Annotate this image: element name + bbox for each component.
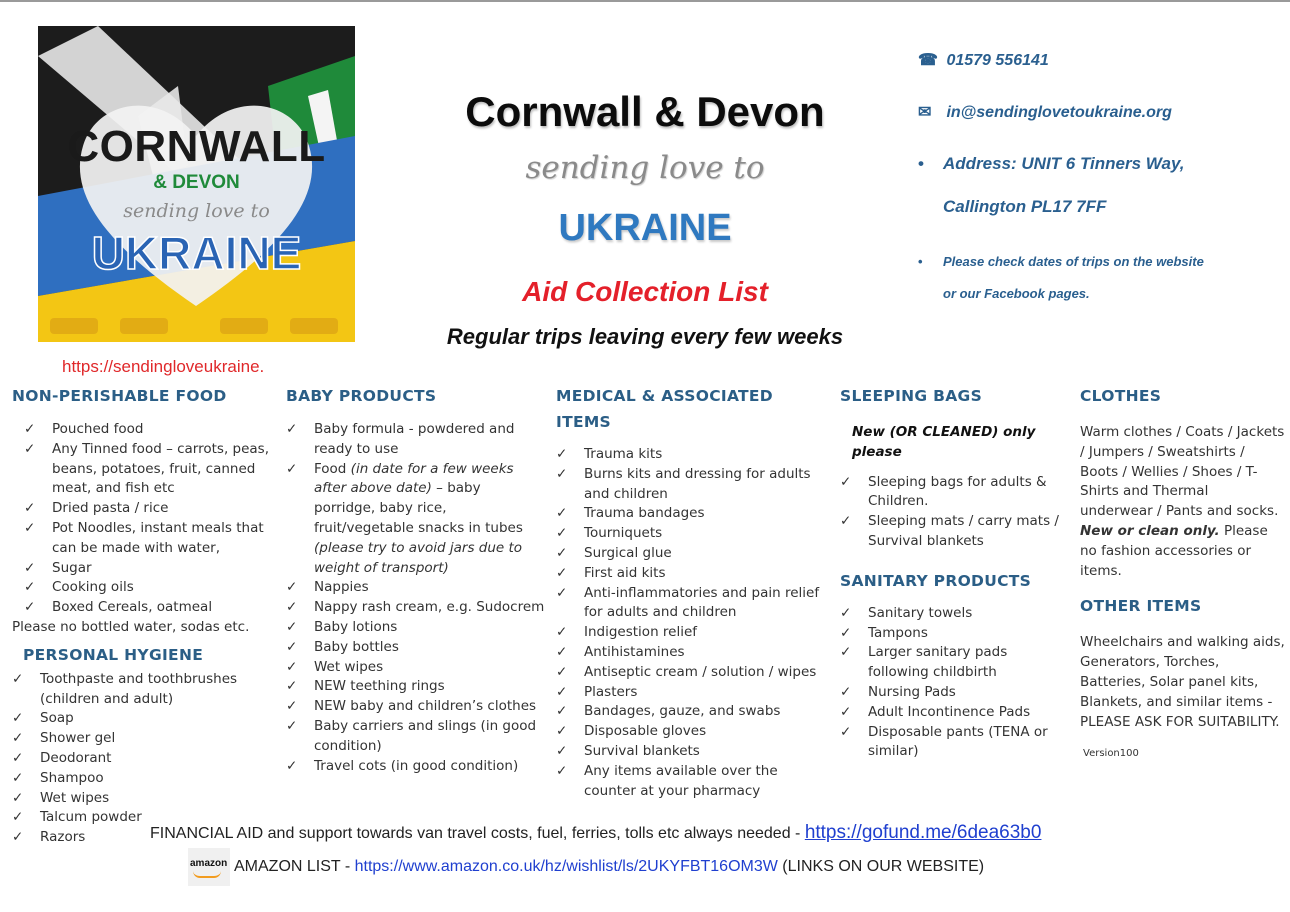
- list-item: ✓ Tourniquets: [556, 524, 828, 544]
- section-title-sanitary: SANITARY PRODUCTS: [840, 571, 1032, 590]
- website-url[interactable]: https://sendingloveukraine.: [62, 357, 265, 376]
- list-item: ✓ Tampons: [840, 624, 1070, 644]
- sanitary-list: [840, 604, 1070, 762]
- aid-collection-heading: Aid Collection List: [522, 276, 768, 307]
- amazon-label: AMAZON LIST -: [234, 858, 355, 876]
- list-item: ✓ Razors: [12, 828, 270, 848]
- clothes-note: Please no fashion accessories or items.: [1080, 522, 1268, 579]
- logo: [38, 26, 355, 342]
- address-line-1-text: Address: UNIT 6 Tinners Way,: [943, 154, 1185, 173]
- bullet-icon: •: [918, 154, 924, 173]
- list-item: ✓ NEW teething rings: [286, 677, 546, 697]
- ukraine-heading: UKRAINE: [558, 207, 732, 249]
- logo-text-ukraine: UKRAINE: [91, 227, 302, 279]
- list-item: ✓ First aid kits: [556, 564, 828, 584]
- list-item: ✓ Nursing Pads: [840, 683, 1070, 703]
- bullet-icon: •: [918, 254, 923, 269]
- section-title-non-perishable: NON-PERISHABLE FOOD: [12, 387, 227, 405]
- list-item: ✓ Larger sanitary pads following childbirth: [840, 643, 1070, 683]
- top-border: [0, 0, 1290, 2]
- list-item: ✓ Shampoo: [12, 769, 270, 789]
- list-item: ✓ Deodorant: [12, 749, 270, 769]
- list-item: ✓ Soap: [12, 709, 270, 729]
- list-item: ✓ Baby bottles: [286, 638, 546, 658]
- trip-dates-note-1-text: Please check dates of trips on the website: [943, 254, 1204, 269]
- hygiene-section: [12, 642, 270, 848]
- list-item: ✓ Survival blankets: [556, 742, 828, 762]
- list-item: ✓ Dried pasta / rice: [24, 499, 270, 519]
- page-title: Cornwall & Devon: [465, 88, 825, 135]
- list-item: ✓ Pouched food: [24, 420, 270, 440]
- sleeping-list: [840, 473, 1070, 552]
- list-item: ✓ Pot Noodles, instant meals that can be made with water,: [24, 519, 270, 559]
- clothes-text: [1080, 423, 1285, 581]
- trips-tagline: Regular trips leaving every few weeks: [446, 324, 844, 349]
- list-item: ✓ Baby formula - powdered and ready to use: [286, 420, 546, 460]
- section-title-clothes: CLOTHES: [1080, 387, 1162, 405]
- food-jar-note: (please try to avoid jars due to weight of transport): [314, 539, 523, 576]
- list-item: ✓ Trauma kits: [556, 445, 828, 465]
- gofund-link[interactable]: https://gofund.me/6dea63b0: [804, 822, 1042, 843]
- amazon-logo-icon: [188, 848, 230, 886]
- amazon-suffix: (LINKS ON OUR WEBSITE): [777, 858, 985, 876]
- list-item: ✓ Wet wipes: [286, 658, 546, 678]
- column-clothes-other: [1080, 383, 1285, 764]
- address-line-1: [918, 154, 1185, 174]
- list-item: ✓ Sleeping mats / carry mats / Survival blankets: [840, 512, 1070, 552]
- list-item: ✓ Sugar: [24, 559, 270, 579]
- phone-number: 01579 556141: [946, 52, 1049, 69]
- list-item: ✓ Sanitary towels: [840, 604, 1070, 624]
- list-item: ✓ Disposable gloves: [556, 722, 828, 742]
- list-item: ✓ Sleeping bags for adults & Children.: [840, 473, 1070, 513]
- list-item: ✓ Burns kits and dressing for adults and children: [556, 465, 828, 505]
- page-subtitle: sending love to: [525, 150, 765, 186]
- financial-aid-line: [150, 822, 1041, 844]
- logo-text-cornwall: CORNWALL: [67, 122, 326, 171]
- trip-dates-note-2: or our Facebook pages.: [943, 286, 1090, 301]
- list-item: ✓ Anti-inflammatories and pain relief for adults and children: [556, 584, 828, 624]
- phone-icon: ☎: [918, 52, 938, 69]
- list-item: ✓ Nappy rash cream, e.g. Sudocrem: [286, 598, 546, 618]
- amazon-wishlist-link[interactable]: https://www.amazon.co.uk/hz/wishlist/ls/2UKYFBT16OM3W: [354, 858, 778, 876]
- list-item: ✓ Boxed Cereals, oatmeal: [24, 598, 270, 618]
- list-item: ✓ Talcum powder: [12, 808, 270, 828]
- list-item: ✓ Cooking oils: [24, 578, 270, 598]
- financial-aid-text: FINANCIAL AID and support towards van travel costs, fuel, ferries, tolls etc always needed -: [150, 825, 805, 842]
- clothes-list-text: Warm clothes / Coats / Jackets / Jumpers / Sweatshirts / Boots / Wellies / Shoes / T-Shirts and Thermal underwear / Pants and socks.: [1080, 424, 1285, 520]
- food-date-note: (in date for a few weeks after above date): [314, 460, 514, 497]
- list-item: ✓ Shower gel: [12, 729, 270, 749]
- address-line-2: Callington PL17 7FF: [943, 197, 1107, 216]
- section-title-medical: [556, 383, 828, 435]
- section-title-baby: BABY PRODUCTS: [286, 387, 437, 405]
- list-item: ✓ NEW baby and children’s clothes: [286, 697, 546, 717]
- food-label: Food: [314, 460, 351, 477]
- list-item: ✓ Any items available over the counter at your pharmacy: [556, 762, 828, 802]
- medical-list: [556, 445, 828, 801]
- list-item-food: [286, 460, 546, 579]
- list-item: ✓ Surgical glue: [556, 544, 828, 564]
- column-sleeping-sanitary: [840, 383, 1070, 762]
- list-item: ✓ Wet wipes: [12, 789, 270, 809]
- logo-text-sending: sending love to: [123, 200, 270, 222]
- list-item: ✓ Bandages, gauze, and swabs: [556, 702, 828, 722]
- column-medical: [556, 383, 828, 801]
- non-perishable-list: [12, 420, 270, 618]
- medical-title-line-2: ITEMS: [556, 413, 612, 431]
- contact-phone[interactable]: [918, 50, 1049, 70]
- list-item: ✓ Plasters: [556, 683, 828, 703]
- list-item: ✓ Antihistamines: [556, 643, 828, 663]
- email-address: in@sendinglovetoukraine.org: [946, 104, 1172, 121]
- medical-title-line-1: MEDICAL & ASSOCIATED: [556, 387, 773, 405]
- list-item: ✓ Antiseptic cream / solution / wipes: [556, 663, 828, 683]
- list-item: ✓ Any Tinned food – carrots, peas, beans, potatoes, fruit, canned meat, and fish etc: [24, 440, 270, 499]
- amazon-logo-text: amazon: [190, 858, 228, 869]
- baby-list: [286, 420, 546, 776]
- section-title-sleeping: SLEEPING BAGS: [840, 387, 983, 405]
- list-item: ✓ Toothpaste and toothbrushes (children and adult): [12, 670, 270, 710]
- column-baby: [286, 383, 546, 776]
- food-examples: – baby porridge, baby rice, fruit/vegetable snacks in tubes: [314, 480, 523, 536]
- section-title-other: OTHER ITEMS: [1080, 597, 1202, 616]
- list-item: ✓ Baby carriers and slings (in good condition): [286, 717, 546, 757]
- other-section: [1080, 593, 1285, 764]
- list-item: ✓ Trauma bandages: [556, 504, 828, 524]
- list-item: ✓ Indigestion relief: [556, 623, 828, 643]
- envelope-icon: ✉: [918, 104, 932, 121]
- sanitary-section: [840, 568, 1070, 762]
- list-item: ✓ Disposable pants (TENA or similar): [840, 723, 1070, 763]
- version-label: Version100: [1083, 748, 1139, 760]
- list-item: ✓ Adult Incontinence Pads: [840, 703, 1070, 723]
- contact-email[interactable]: [918, 102, 1172, 122]
- logo-text-devon: & DEVON: [153, 172, 240, 193]
- list-item: ✓ Nappies: [286, 578, 546, 598]
- list-item: ✓ Baby lotions: [286, 618, 546, 638]
- no-water-note: Please no bottled water, sodas etc.: [12, 618, 250, 635]
- section-title-hygiene: PERSONAL HYGIENE: [23, 645, 204, 664]
- column-food-hygiene: [12, 383, 270, 848]
- other-text: Wheelchairs and walking aids, Generators, Torches, Batteries, Solar panel kits, Blankets, and similar items - PLEASE ASK FOR SUITABILITY.: [1080, 634, 1285, 730]
- sleeping-note: New (OR CLEANED) only please: [852, 424, 1036, 460]
- amazon-list-line: [188, 848, 984, 886]
- clothes-condition: New or clean only.: [1080, 522, 1220, 539]
- list-item: ✓ Travel cots (in good condition): [286, 757, 546, 777]
- trip-dates-note-1: [918, 254, 1204, 269]
